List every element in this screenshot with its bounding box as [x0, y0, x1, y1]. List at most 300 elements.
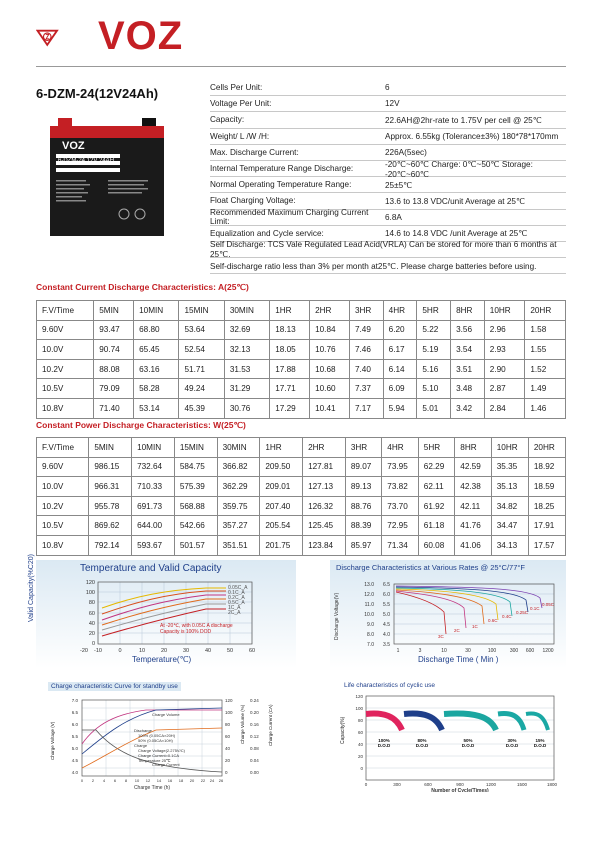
y-tick: 5.0 [71, 746, 78, 751]
rate-label: 0.05C [542, 602, 555, 607]
spec-value: -20℃~60℃ Charge: 0℃~50℃ Storage: -20℃~60℃ [385, 159, 533, 179]
table-cell: 9.60V [37, 320, 94, 340]
table-cell: 7.37 [349, 379, 383, 399]
x-tick: 1200 [485, 782, 497, 787]
table-cell: 869.62 [89, 516, 132, 536]
x-tick: 20 [189, 778, 195, 783]
table-header-cell: 5HR [417, 301, 451, 321]
x-tick: 20 [160, 648, 168, 654]
table-cell: 710.33 [132, 477, 175, 497]
table-cell: 10.41 [310, 398, 350, 418]
y-axis-label: Capacity(%) [340, 716, 346, 744]
x-axis-label: Charge Time (h) [133, 785, 171, 790]
x-tick: 10 [134, 778, 140, 783]
table-cell: 7.49 [349, 320, 383, 340]
chart-annotation: Charge Current [152, 762, 180, 767]
y-tick: 8.0 [367, 632, 374, 638]
table-header-cell: 4HR [383, 301, 417, 321]
x-tick: -10 [94, 648, 102, 654]
spec-label: Float Charging Voltage: [210, 196, 296, 206]
y-tick: 5.5 [71, 734, 78, 739]
table-row [37, 379, 566, 399]
y-tick: 100 [85, 590, 95, 596]
x-tick: 0 [118, 648, 122, 654]
table-cell: 53.14 [134, 398, 179, 418]
spec-label: Max. Discharge Current: [210, 147, 299, 157]
x-tick: 1 [396, 648, 400, 654]
x-tick: 600 [424, 782, 432, 787]
x-tick: 1800 [546, 782, 558, 787]
table-cell: 5.94 [383, 398, 417, 418]
spec-value: 25±5℃ [385, 180, 413, 190]
dod-label: D.O.D [415, 743, 429, 748]
table-cell: 5.16 [417, 359, 451, 379]
table-cell: 3.54 [451, 340, 485, 360]
x-tick: 30 [465, 648, 471, 654]
spec-row [210, 80, 566, 96]
table-cell: 30.76 [224, 398, 269, 418]
table-cell: 93.47 [94, 320, 134, 340]
dod-label: D.O.D [505, 743, 519, 748]
table-cell: 10.8V [37, 535, 89, 555]
table-row [37, 359, 566, 379]
y-tick: 0.04 [250, 758, 259, 763]
table-cell: 123.84 [303, 535, 346, 555]
life-chart-plot [344, 690, 562, 792]
battery-label-brand: VOZ [62, 140, 85, 152]
table-cell: 2.90 [484, 359, 525, 379]
y-tick: 3.5 [383, 642, 390, 648]
spec-label: Cells Per Unit: [210, 83, 263, 93]
dod-label: D.O.D [461, 743, 475, 748]
table-cell: 359.75 [217, 496, 260, 516]
y-axis-label: Charge Voltage (V) [50, 721, 55, 760]
table-cell: 501.57 [174, 535, 217, 555]
curve-label: 0.2C_A [228, 595, 245, 601]
legend-item: Charge Voltage(2.275V/C) [138, 748, 185, 753]
table-cell: 88.08 [94, 359, 134, 379]
table-cell: 18.92 [528, 457, 565, 477]
table-cell: 17.29 [270, 398, 310, 418]
table-header-cell: 15MIN [179, 301, 224, 321]
table-header-cell: 5HR [418, 438, 454, 458]
y-tick: 10.0 [364, 612, 374, 618]
spec-value: 226A(5sec) [385, 147, 427, 157]
table-cell: 42.59 [455, 457, 491, 477]
table-cell: 10.84 [310, 320, 350, 340]
y-tick: 0 [360, 766, 363, 771]
x-tick: 100 [487, 648, 497, 654]
table-cell: 5.19 [417, 340, 451, 360]
spec-list [210, 80, 566, 274]
table-cell: 17.88 [270, 359, 310, 379]
spec-row [210, 96, 566, 112]
rate-label: 0.4C [502, 614, 512, 619]
table-header-cell: 10HR [484, 301, 525, 321]
y-axis-label-right: Charge Volume (%) [240, 704, 245, 744]
table-cell: 366.82 [217, 457, 260, 477]
table-cell: 71.34 [382, 535, 418, 555]
spec-label: Normal Operating Temperature Range: [210, 180, 352, 190]
table-header-row [37, 438, 566, 458]
table-cell: 89.13 [345, 477, 381, 497]
x-tick: 50 [226, 648, 234, 654]
spec-row [210, 193, 566, 209]
table-cell: 18.59 [528, 477, 565, 497]
table-cell: 986.15 [89, 457, 132, 477]
table-cell: 3.48 [451, 379, 485, 399]
table-row [37, 477, 566, 497]
x-tick: 2 [91, 778, 95, 783]
table-cell: 6.14 [383, 359, 417, 379]
table-header-cell: 10MIN [132, 438, 175, 458]
table-header-cell: 20HR [525, 301, 566, 321]
y-tick: 4.0 [383, 632, 390, 638]
table-cell: 42.11 [455, 496, 491, 516]
dod-label: D.O.D [377, 743, 391, 748]
table-cell: 127.81 [303, 457, 346, 477]
y-tick: 120 [225, 698, 233, 703]
header-divider [36, 66, 566, 67]
table-cell: 1.46 [525, 398, 566, 418]
table-cell: 35.35 [491, 457, 528, 477]
table-cell: 362.29 [217, 477, 260, 497]
y-tick: 6.0 [71, 722, 78, 727]
spec-value: 14.6 to 14.8 VDC /unit Average at 25℃ [385, 229, 528, 239]
legend-item: Charge Current=0.1CA [138, 753, 180, 758]
table-cell: 73.95 [382, 457, 418, 477]
table-cell: 32.13 [224, 340, 269, 360]
table-cell: 63.16 [134, 359, 179, 379]
voz-logo [36, 14, 96, 60]
chart-title: Charge characteristic Curve for standby use [48, 682, 181, 691]
spec-label: Capacity: [210, 115, 245, 125]
table-cell: 3.56 [451, 320, 485, 340]
table-cell: 584.75 [174, 457, 217, 477]
table-cell: 7.40 [349, 359, 383, 379]
rate-label: 2C [454, 628, 460, 633]
table-cell: 58.28 [134, 379, 179, 399]
dod-percent: 30% [507, 738, 517, 743]
legend-item: Discharge [134, 728, 153, 733]
y-tick: 60 [357, 730, 363, 735]
y-tick: 0.16 [250, 722, 259, 727]
x-tick: 10 [138, 648, 146, 654]
table-cell: 41.76 [455, 516, 491, 536]
table-cell: 593.67 [132, 535, 175, 555]
table-cell: 209.50 [260, 457, 303, 477]
table-header-cell: 8HR [455, 438, 491, 458]
table-cell: 126.32 [303, 496, 346, 516]
y-axis-label: Valid Capacity(%C20) [28, 554, 35, 622]
table-cell: 1.49 [525, 379, 566, 399]
table-cell: 61.92 [418, 496, 454, 516]
table-cell: 10.5V [37, 379, 94, 399]
table-cell: 17.91 [528, 516, 565, 536]
self-discharge-line-2: Self-discharge ratio less than 3% per month at25℃. Please charge batteries before using. [210, 258, 566, 274]
x-tick: 12 [145, 778, 151, 783]
x-tick: 30 [182, 648, 190, 654]
brand-name: VOZ [98, 14, 184, 58]
chart-title: Discharge Characteristics at Various Rates @ 25°C/77°F [336, 563, 525, 572]
y-tick: 0.20 [250, 710, 259, 715]
table-cell: 575.39 [174, 477, 217, 497]
rate-label: 0.6C [488, 618, 498, 623]
table-cell: 542.66 [174, 516, 217, 536]
y-tick: 100 [355, 706, 363, 711]
spec-row [210, 112, 566, 128]
y-tick: 7.0 [367, 642, 374, 648]
dod-percent: 15% [535, 738, 545, 743]
spec-row [210, 129, 566, 145]
rate-label: 1C [472, 624, 478, 629]
table-header-cell: 2HR [303, 438, 346, 458]
table-cell: 10.5V [37, 516, 89, 536]
chart-annotation: Charge Volume [152, 712, 180, 717]
legend-item: Temperature 25℃ [138, 758, 171, 763]
table-cell: 10.68 [310, 359, 350, 379]
y-tick: 0 [225, 770, 228, 775]
y-tick: 4.5 [383, 622, 390, 628]
battery-label-model: 6-DZM-24 12V 24AH [58, 158, 115, 164]
table-cell: 5.01 [417, 398, 451, 418]
table-cell: 732.64 [132, 457, 175, 477]
spec-label: Voltage Per Unit: [210, 99, 272, 109]
table-header-cell: 3HR [349, 301, 383, 321]
spec-value: 12V [385, 99, 400, 109]
curve-label: 0.5C_A [228, 600, 245, 606]
table-cell: 351.51 [217, 535, 260, 555]
x-tick: 6 [113, 778, 117, 783]
table-cell: 31.53 [224, 359, 269, 379]
charge-curve-chart [36, 682, 296, 794]
table-cell: 68.80 [134, 320, 179, 340]
table-header-cell: F.V/Time [37, 301, 94, 321]
table-cell: 34.13 [491, 535, 528, 555]
cycle-life-chart [330, 682, 566, 794]
y-tick: 7.0 [71, 698, 78, 703]
table-header-cell: 30MIN [217, 438, 260, 458]
table-cell: 79.09 [94, 379, 134, 399]
x-tick: 24 [209, 778, 215, 783]
y-tick: 11.0 [364, 602, 374, 608]
table-cell: 49.24 [179, 379, 224, 399]
table-cell: 61.18 [418, 516, 454, 536]
table-cell: 2.93 [484, 340, 525, 360]
y-tick: 12.0 [364, 592, 374, 598]
dod-percent: 80% [417, 738, 427, 743]
table-row [37, 320, 566, 340]
x-tick: 26 [218, 778, 224, 783]
y-tick: 40 [88, 621, 95, 627]
power-discharge-table [36, 437, 566, 556]
chart-title: Life characteristics of cyclic use [344, 682, 436, 689]
model-title: 6-DZM-24(12V24Ah) [36, 86, 159, 101]
y-tick: 0.00 [250, 770, 259, 775]
spec-label: Equalization and Cycle service: [210, 228, 324, 238]
table-header-cell: 10HR [491, 438, 528, 458]
table-cell: 7.46 [349, 340, 383, 360]
table-row [37, 496, 566, 516]
table-cell: 955.78 [89, 496, 132, 516]
table-cell: 127.13 [303, 477, 346, 497]
table-cell: 10.2V [37, 496, 89, 516]
y-tick: 80 [225, 722, 231, 727]
table-header-cell: 5MIN [89, 438, 132, 458]
y-tick: 6.0 [383, 592, 390, 598]
x-tick: 0 [80, 778, 84, 783]
x-tick: 60 [248, 648, 256, 654]
table-cell: 53.64 [179, 320, 224, 340]
table-cell: 65.45 [134, 340, 179, 360]
x-tick: 900 [456, 782, 464, 787]
dod-percent: 100% [378, 738, 390, 743]
table-cell: 3.51 [451, 359, 485, 379]
x-tick: -20 [80, 648, 88, 654]
table-header-cell: 1HR [260, 438, 303, 458]
table-header-cell: 15MIN [174, 438, 217, 458]
y-tick: 5.5 [383, 602, 390, 608]
table-cell: 71.40 [94, 398, 134, 418]
table-cell: 2.96 [484, 320, 525, 340]
table-cell: 207.40 [260, 496, 303, 516]
y-tick: 80 [357, 718, 363, 723]
table-cell: 34.47 [491, 516, 528, 536]
table-cell: 10.0V [37, 477, 89, 497]
table-cell: 125.45 [303, 516, 346, 536]
x-tick: 8 [124, 778, 128, 783]
dod-label: D.O.D [533, 743, 547, 748]
table-row [37, 457, 566, 477]
table-cell: 10.0V [37, 340, 94, 360]
table-cell: 89.07 [345, 457, 381, 477]
chart-note: At -20℃, with 0.05C A discharge [160, 623, 233, 629]
table-cell: 357.27 [217, 516, 260, 536]
x-tick: 40 [204, 648, 212, 654]
rate-label: 0.1C [530, 606, 540, 611]
table-cell: 51.71 [179, 359, 224, 379]
table-cell: 17.71 [270, 379, 310, 399]
rates-chart-plot [344, 578, 562, 654]
table-cell: 62.11 [418, 477, 454, 497]
curve-label: 0.1C_A [228, 590, 245, 596]
y-tick: 4.0 [71, 770, 78, 775]
table-row [37, 340, 566, 360]
x-tick: 300 [509, 648, 519, 654]
table-header-cell: 1HR [270, 301, 310, 321]
table-cell: 209.01 [260, 477, 303, 497]
table-cell: 52.54 [179, 340, 224, 360]
table-cell: 32.69 [224, 320, 269, 340]
current-table-title: Constant Current Discharge Characteristics: A(25℃) [36, 282, 249, 292]
y-tick: 120 [85, 580, 95, 586]
table-row [37, 398, 566, 418]
y-tick: 40 [357, 742, 363, 747]
y-tick: 5.0 [383, 612, 390, 618]
spec-value: 6 [385, 83, 390, 93]
x-tick: 14 [156, 778, 162, 783]
table-cell: 73.70 [382, 496, 418, 516]
legend-item: 100% (0.05CA×20H) [138, 733, 176, 738]
y-tick: 20 [357, 754, 363, 759]
y-tick: 100 [225, 710, 233, 715]
table-cell: 691.73 [132, 496, 175, 516]
spec-row [210, 210, 566, 226]
y-tick: 6.5 [71, 710, 78, 715]
table-cell: 1.55 [525, 340, 566, 360]
table-cell: 88.76 [345, 496, 381, 516]
table-header-cell: 8HR [451, 301, 485, 321]
rate-label: 3C [438, 634, 444, 639]
spec-row [210, 161, 566, 177]
table-cell: 9.60V [37, 457, 89, 477]
table-row [37, 516, 566, 536]
x-tick: 600 [525, 648, 535, 654]
table-cell: 10.2V [37, 359, 94, 379]
y-tick: 120 [355, 694, 363, 699]
table-cell: 205.54 [260, 516, 303, 536]
x-tick: 1200 [542, 648, 554, 654]
x-tick: 18 [178, 778, 184, 783]
table-cell: 17.57 [528, 535, 565, 555]
curve-label: 1C_A [228, 605, 241, 611]
power-table-title: Constant Power Discharge Characteristics: W(25℃) [36, 420, 246, 430]
x-tick: 0 [364, 782, 368, 787]
y-tick: 13.0 [364, 582, 374, 588]
table-cell: 34.82 [491, 496, 528, 516]
y-tick: 20 [88, 631, 95, 637]
table-cell: 31.29 [224, 379, 269, 399]
table-cell: 644.00 [132, 516, 175, 536]
spec-label: Internal Temperature Range Discharge: [210, 164, 354, 174]
x-tick: 1500 [516, 782, 528, 787]
y-tick: 0.24 [250, 698, 259, 703]
y-tick: 0.08 [250, 746, 259, 751]
battery-image [48, 114, 166, 238]
table-header-cell: F.V/Time [37, 438, 89, 458]
x-axis-label: Discharge Time ( Min ) [418, 655, 499, 664]
table-cell: 5.10 [417, 379, 451, 399]
table-cell: 1.52 [525, 359, 566, 379]
spec-value: 6.8A [385, 212, 402, 222]
table-header-cell: 3HR [345, 438, 381, 458]
x-axis-label: Temperature(℃) [132, 655, 192, 664]
discharge-rates-chart [330, 560, 566, 668]
current-discharge-table [36, 300, 566, 419]
y-tick: 0.12 [250, 734, 259, 739]
spec-value: 13.6 to 13.8 VDC/unit Average at 25℃ [385, 196, 526, 206]
x-axis-label: Number of Cycle(Times) [431, 788, 489, 792]
y-tick: 40 [225, 746, 231, 751]
table-cell: 7.17 [349, 398, 383, 418]
table-cell: 60.08 [418, 535, 454, 555]
x-tick: 22 [200, 778, 206, 783]
table-cell: 2.87 [484, 379, 525, 399]
table-cell: 90.74 [94, 340, 134, 360]
curve-label: 2C_A [228, 610, 241, 616]
spec-row [210, 177, 566, 193]
table-cell: 10.8V [37, 398, 94, 418]
chart-title: Temperature and Valid Capacity [80, 563, 222, 574]
chart-note: Capacity is 100% DOD [160, 629, 212, 635]
table-cell: 6.09 [383, 379, 417, 399]
table-cell: 42.38 [455, 477, 491, 497]
spec-label: Recommended Maximum Charging Current Limit: [210, 208, 369, 227]
y-tick: 9.0 [367, 622, 374, 628]
self-discharge-line-1: Self Discharge: TCS Vale Regulated Lead Acid(VRLA) Can be stored for more than 6 months at 25℃. [210, 242, 566, 258]
spec-label: Weight/ L /W /H: [210, 131, 270, 141]
dod-percent: 50% [463, 738, 473, 743]
